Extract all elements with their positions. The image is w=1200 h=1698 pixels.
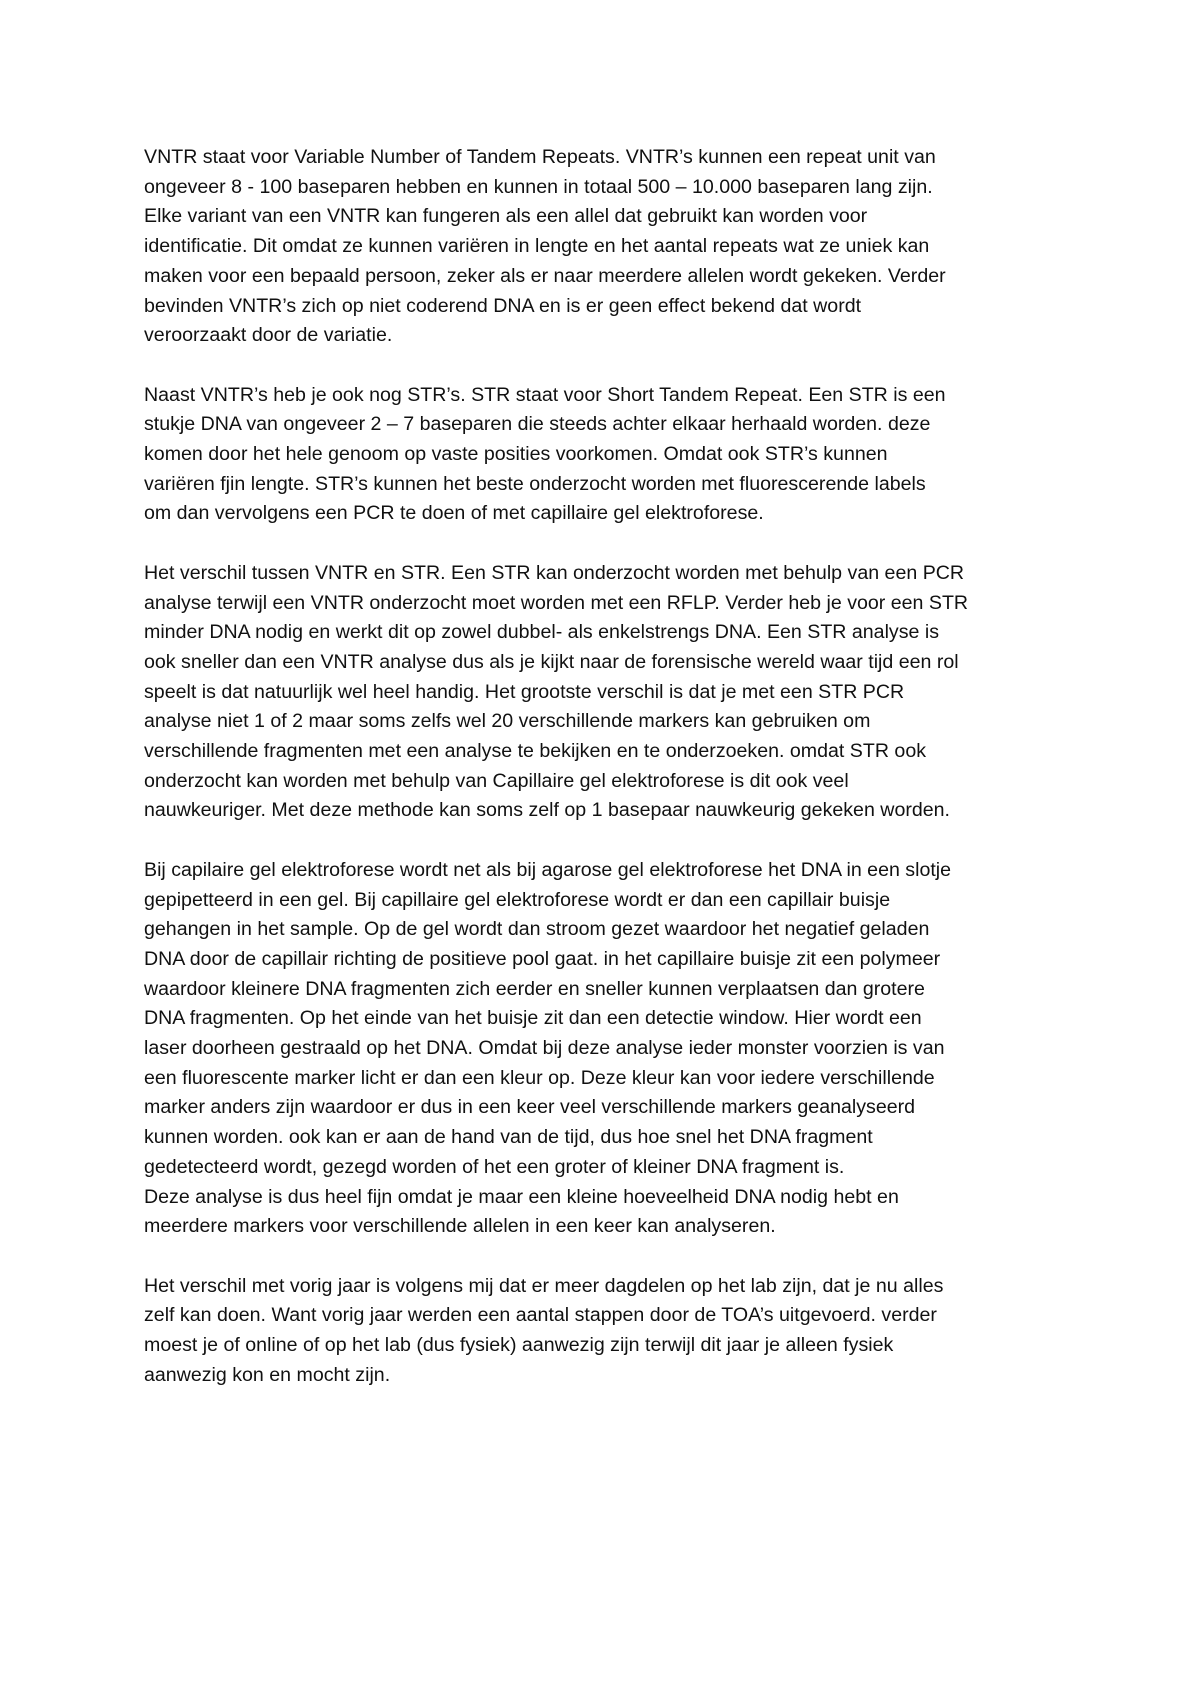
text-line: kunnen worden. ook kan er aan de hand van de tijd, dus hoe snel het DNA fragment <box>144 1126 873 1149</box>
text-line: Naast VNTR’s heb je ook nog STR’s. STR staat voor Short Tandem Repeat. Een STR is een <box>144 383 946 406</box>
text-line: speelt is dat natuurlijk wel heel handig. Het grootste verschil is dat je met een STR PCR <box>144 680 905 703</box>
text-line: Het verschil met vorig jaar is volgens mij dat er meer dagdelen op het lab zijn, dat je nu alles <box>144 1274 944 1297</box>
paragraph-last-year <box>144 1272 1064 1391</box>
text-line: analyse niet 1 of 2 maar soms zelfs wel 20 verschillende markers kan gebruiken om <box>144 710 871 733</box>
paragraph-capillary <box>144 856 1064 1242</box>
paragraph-vntr <box>144 143 1064 351</box>
text-line: ook sneller dan een VNTR analyse dus als je kijkt naar de forensische wereld waar tijd een rol <box>144 650 959 673</box>
text-line: gepipetteerd in een gel. Bij capillaire gel elektroforese wordt er dan een capillair buisje <box>144 888 891 911</box>
document-body <box>144 143 1064 1420</box>
text-line: Deze analyse is dus heel fijn omdat je maar een kleine hoeveelheid DNA nodig hebt en <box>144 1185 899 1208</box>
text-line: variëren fjin lengte. STR’s kunnen het beste onderzocht worden met fluorescerende labels <box>144 472 926 495</box>
text-line: moest je of online of op het lab (dus fysiek) aanwezig zijn terwijl dit jaar je alleen fysiek <box>144 1334 894 1357</box>
text-line: identificatie. Dit omdat ze kunnen variëren in lengte en het aantal repeats wat ze uniek kan <box>144 235 930 258</box>
text-line: stukje DNA van ongeveer 2 – 7 baseparen die steeds achter elkaar herhaald worden. deze <box>144 413 931 436</box>
text-line: meerdere markers voor verschillende allelen in een keer kan analyseren. <box>144 1215 776 1238</box>
text-line: waardoor kleinere DNA fragmenten zich eerder en sneller kunnen verplaatsen dan grotere <box>144 977 925 1000</box>
text-line: minder DNA nodig en werkt dit op zowel dubbel- als enkelstrengs DNA. Een STR analyse is <box>144 621 940 644</box>
text-line: nauwkeuriger. Met deze methode kan soms zelf op 1 basepaar nauwkeurig gekeken worden. <box>144 799 951 822</box>
paragraph-str <box>144 381 1064 530</box>
text-line: aanwezig kon en mocht zijn. <box>144 1363 391 1386</box>
text-line: om dan vervolgens een PCR te doen of met capillaire gel elektroforese. <box>144 502 764 525</box>
text-line: laser doorheen gestraald op het DNA. Omdat bij deze analyse ieder monster voorzien is van <box>144 1037 945 1060</box>
text-line: VNTR staat voor Variable Number of Tandem Repeats. VNTR’s kunnen een repeat unit van <box>144 146 936 168</box>
text-line: verschillende fragmenten met een analyse te bekijken en te onderzoeken. omdat STR ook <box>144 740 927 763</box>
text-line: Elke variant van een VNTR kan fungeren als een allel dat gebruikt kan worden voor <box>144 205 868 228</box>
text-line: gehangen in het sample. Op de gel wordt dan stroom gezet waardoor het negatief geladen <box>144 918 930 941</box>
text-line: een fluorescente marker licht er dan een kleur op. Deze kleur kan voor iedere verschillende <box>144 1066 935 1089</box>
text-line: ongeveer 8 - 100 baseparen hebben en kunnen in totaal 500 – 10.000 baseparen lang zijn. <box>144 175 933 198</box>
text-line: komen door het hele genoom op vaste posities voorkomen. Omdat ook STR’s kunnen <box>144 443 888 466</box>
text-line: analyse terwijl een VNTR onderzocht moet worden met een RFLP. Verder heb je voor een STR <box>144 591 969 614</box>
text-line: DNA fragmenten. Op het einde van het buisje zit dan een detectie window. Hier wordt een <box>144 1007 922 1030</box>
text-line: bevinden VNTR’s zich op niet coderend DNA en is er geen effect bekend dat wordt <box>144 294 862 317</box>
paragraph-difference <box>144 559 1064 826</box>
text-line: gedetecteerd wordt, gezegd worden of het een groter of kleiner DNA fragment is. <box>144 1155 845 1178</box>
text-line: Bij capilaire gel elektroforese wordt net als bij agarose gel elektroforese het DNA in een slotje <box>144 858 952 881</box>
text-line: marker anders zijn waardoor er dus in een keer veel verschillende markers geanalyseerd <box>144 1096 916 1119</box>
text-line: maken voor een bepaald persoon, zeker als er naar meerdere allelen wordt gekeken. Verder <box>144 264 946 287</box>
text-line: Het verschil tussen VNTR en STR. Een STR kan onderzocht worden met behulp van een PCR <box>144 561 965 584</box>
text-line: onderzocht kan worden met behulp van Capillaire gel elektroforese is dit ook veel <box>144 769 849 792</box>
text-line: DNA door de capillair richting de positieve pool gaat. in het capillaire buisje zit een polymeer <box>144 947 941 970</box>
text-line: veroorzaakt door de variatie. <box>144 324 393 347</box>
text-line: zelf kan doen. Want vorig jaar werden een aantal stappen door de TOA’s uitgevoerd. verder <box>144 1304 937 1327</box>
